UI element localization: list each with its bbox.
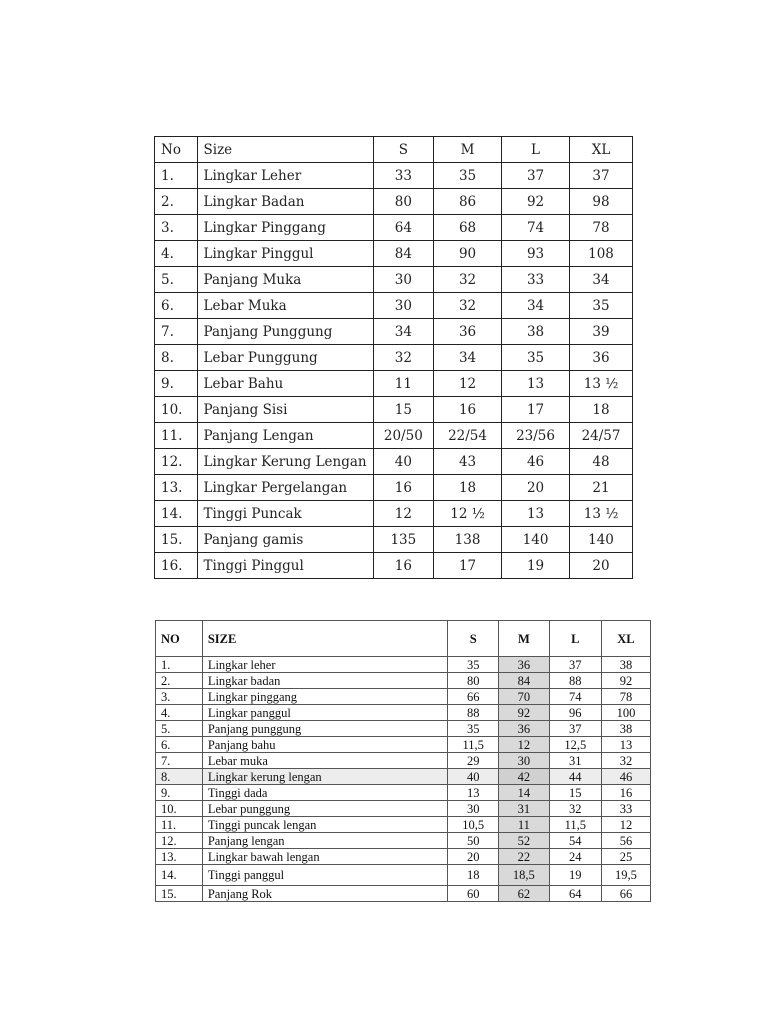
value-m: 12 (499, 737, 550, 753)
value-l: 35 (502, 345, 570, 371)
row-no: 8. (156, 769, 203, 785)
header-size: SIZE (202, 621, 448, 657)
row-measurement: Tinggi Pinggul (197, 553, 373, 579)
table-row (155, 215, 633, 241)
value-s: 20 (448, 849, 499, 865)
row-no: 11. (156, 817, 203, 833)
row-measurement: Panjang gamis (197, 527, 373, 553)
value-xl: 100 (601, 705, 650, 721)
value-l: 88 (549, 673, 601, 689)
value-s: 20/50 (373, 423, 433, 449)
value-l: 23/56 (502, 423, 570, 449)
value-s: 40 (373, 449, 433, 475)
value-m: 16 (434, 397, 502, 423)
value-xl: 39 (570, 319, 633, 345)
value-m: 68 (434, 215, 502, 241)
table-row (155, 553, 633, 579)
row-measurement: Lebar Punggung (197, 345, 373, 371)
value-m: 92 (499, 705, 550, 721)
value-s: 29 (448, 753, 499, 769)
value-l: 12,5 (549, 737, 601, 753)
header-l: L (502, 137, 570, 163)
row-no: 15. (155, 527, 198, 553)
table-header-row (156, 621, 651, 657)
value-s: 50 (448, 833, 499, 849)
table-row (156, 737, 651, 753)
row-no: 16. (155, 553, 198, 579)
table-row (156, 865, 651, 886)
row-no: 14. (156, 865, 203, 886)
row-no: 8. (155, 345, 198, 371)
table-row (156, 689, 651, 705)
value-m: 22 (499, 849, 550, 865)
value-l: 54 (549, 833, 601, 849)
value-m: 43 (434, 449, 502, 475)
row-no: 9. (155, 371, 198, 397)
table-row (155, 371, 633, 397)
value-s: 84 (373, 241, 433, 267)
value-m: 42 (499, 769, 550, 785)
table-row (156, 753, 651, 769)
value-l: 37 (502, 163, 570, 189)
value-xl: 46 (601, 769, 650, 785)
row-measurement: Lebar punggung (202, 801, 448, 817)
value-xl: 16 (601, 785, 650, 801)
row-no: 11. (155, 423, 198, 449)
value-m: 36 (499, 721, 550, 737)
value-l: 31 (549, 753, 601, 769)
value-l: 44 (549, 769, 601, 785)
row-measurement: Lingkar pinggang (202, 689, 448, 705)
table-row (156, 769, 651, 785)
value-s: 35 (448, 721, 499, 737)
row-no: 2. (156, 673, 203, 689)
row-no: 13. (156, 849, 203, 865)
value-s: 32 (373, 345, 433, 371)
row-measurement: Panjang Sisi (197, 397, 373, 423)
value-m: 36 (499, 657, 550, 673)
row-measurement: Lingkar Leher (197, 163, 373, 189)
value-l: 34 (502, 293, 570, 319)
value-s: 35 (448, 657, 499, 673)
table-row (155, 449, 633, 475)
row-measurement: Panjang lengan (202, 833, 448, 849)
value-s: 60 (448, 886, 499, 902)
value-s: 12 (373, 501, 433, 527)
value-l: 11,5 (549, 817, 601, 833)
value-m: 12 ½ (434, 501, 502, 527)
value-l: 17 (502, 397, 570, 423)
value-xl: 56 (601, 833, 650, 849)
value-xl: 35 (570, 293, 633, 319)
row-no: 1. (155, 163, 198, 189)
value-l: 32 (549, 801, 601, 817)
row-no: 12. (156, 833, 203, 849)
value-s: 80 (448, 673, 499, 689)
value-s: 13 (448, 785, 499, 801)
value-m: 86 (434, 189, 502, 215)
row-no: 5. (155, 267, 198, 293)
value-s: 80 (373, 189, 433, 215)
value-xl: 34 (570, 267, 633, 293)
value-l: 33 (502, 267, 570, 293)
value-l: 93 (502, 241, 570, 267)
header-xl: XL (601, 621, 650, 657)
row-measurement: Lingkar panggul (202, 705, 448, 721)
row-measurement: Lingkar Pinggang (197, 215, 373, 241)
row-measurement: Panjang Rok (202, 886, 448, 902)
value-m: 32 (434, 267, 502, 293)
value-l: 20 (502, 475, 570, 501)
header-m: M (499, 621, 550, 657)
row-measurement: Tinggi Puncak (197, 501, 373, 527)
row-measurement: Tinggi panggul (202, 865, 448, 886)
header-s: S (373, 137, 433, 163)
row-measurement: Lingkar bawah lengan (202, 849, 448, 865)
value-xl: 19,5 (601, 865, 650, 886)
value-xl: 48 (570, 449, 633, 475)
row-no: 2. (155, 189, 198, 215)
value-xl: 20 (570, 553, 633, 579)
row-no: 15. (156, 886, 203, 902)
row-no: 4. (155, 241, 198, 267)
value-xl: 78 (570, 215, 633, 241)
value-l: 74 (549, 689, 601, 705)
table-row (156, 801, 651, 817)
value-xl: 25 (601, 849, 650, 865)
value-m: 18,5 (499, 865, 550, 886)
value-s: 30 (373, 267, 433, 293)
table-row (155, 319, 633, 345)
row-measurement: Lingkar Kerung Lengan (197, 449, 373, 475)
row-measurement: Lingkar kerung lengan (202, 769, 448, 785)
table-row (155, 293, 633, 319)
row-no: 7. (156, 753, 203, 769)
value-m: 90 (434, 241, 502, 267)
value-l: 74 (502, 215, 570, 241)
value-xl: 13 ½ (570, 371, 633, 397)
value-s: 88 (448, 705, 499, 721)
row-measurement: Panjang Punggung (197, 319, 373, 345)
value-s: 15 (373, 397, 433, 423)
table-header-row (155, 137, 633, 163)
row-no: 13. (155, 475, 198, 501)
row-no: 7. (155, 319, 198, 345)
value-m: 18 (434, 475, 502, 501)
value-xl: 24/57 (570, 423, 633, 449)
row-no: 12. (155, 449, 198, 475)
value-m: 11 (499, 817, 550, 833)
value-xl: 98 (570, 189, 633, 215)
value-s: 11,5 (448, 737, 499, 753)
value-s: 16 (373, 553, 433, 579)
value-l: 37 (549, 657, 601, 673)
value-xl: 33 (601, 801, 650, 817)
row-measurement: Panjang bahu (202, 737, 448, 753)
value-l: 19 (502, 553, 570, 579)
table-row (155, 267, 633, 293)
value-m: 138 (434, 527, 502, 553)
table-row (156, 657, 651, 673)
value-m: 12 (434, 371, 502, 397)
value-l: 38 (502, 319, 570, 345)
value-l: 96 (549, 705, 601, 721)
row-measurement: Panjang Lengan (197, 423, 373, 449)
row-no: 1. (156, 657, 203, 673)
table-row (155, 397, 633, 423)
value-xl: 12 (601, 817, 650, 833)
row-measurement: Panjang punggung (202, 721, 448, 737)
value-m: 62 (499, 886, 550, 902)
table-row (155, 345, 633, 371)
row-measurement: Lingkar Pergelangan (197, 475, 373, 501)
value-l: 13 (502, 501, 570, 527)
row-no: 3. (156, 689, 203, 705)
value-m: 84 (499, 673, 550, 689)
value-l: 13 (502, 371, 570, 397)
value-s: 11 (373, 371, 433, 397)
row-measurement: Lebar muka (202, 753, 448, 769)
value-s: 40 (448, 769, 499, 785)
size-table-1 (154, 136, 633, 579)
value-xl: 21 (570, 475, 633, 501)
table-row (156, 817, 651, 833)
value-l: 92 (502, 189, 570, 215)
value-xl: 18 (570, 397, 633, 423)
value-m: 34 (434, 345, 502, 371)
value-xl: 38 (601, 721, 650, 737)
row-no: 6. (156, 737, 203, 753)
table-row (156, 721, 651, 737)
row-measurement: Lebar Bahu (197, 371, 373, 397)
value-m: 22/54 (434, 423, 502, 449)
value-l: 64 (549, 886, 601, 902)
header-m: M (434, 137, 502, 163)
table-row (156, 833, 651, 849)
value-s: 66 (448, 689, 499, 705)
value-l: 140 (502, 527, 570, 553)
row-no: 4. (156, 705, 203, 721)
table-row (156, 785, 651, 801)
value-s: 135 (373, 527, 433, 553)
value-xl: 13 ½ (570, 501, 633, 527)
value-xl: 78 (601, 689, 650, 705)
value-m: 14 (499, 785, 550, 801)
value-l: 19 (549, 865, 601, 886)
value-s: 64 (373, 215, 433, 241)
value-xl: 92 (601, 673, 650, 689)
value-m: 30 (499, 753, 550, 769)
value-l: 37 (549, 721, 601, 737)
table-row (156, 886, 651, 902)
value-s: 10,5 (448, 817, 499, 833)
value-m: 52 (499, 833, 550, 849)
value-l: 46 (502, 449, 570, 475)
header-l: L (549, 621, 601, 657)
table-row (155, 501, 633, 527)
value-xl: 36 (570, 345, 633, 371)
row-measurement: Lebar Muka (197, 293, 373, 319)
row-no: 5. (156, 721, 203, 737)
table-row (155, 475, 633, 501)
table-row (155, 527, 633, 553)
row-no: 6. (155, 293, 198, 319)
value-xl: 66 (601, 886, 650, 902)
header-no: NO (156, 621, 203, 657)
table-row (155, 163, 633, 189)
value-m: 17 (434, 553, 502, 579)
row-no: 14. (155, 501, 198, 527)
size-table-2 (155, 620, 651, 902)
header-size: Size (197, 137, 373, 163)
row-measurement: Tinggi puncak lengan (202, 817, 448, 833)
table-row (155, 189, 633, 215)
value-s: 30 (448, 801, 499, 817)
row-no: 10. (155, 397, 198, 423)
value-l: 24 (549, 849, 601, 865)
value-xl: 108 (570, 241, 633, 267)
row-no: 9. (156, 785, 203, 801)
value-xl: 37 (570, 163, 633, 189)
value-s: 18 (448, 865, 499, 886)
row-measurement: Lingkar leher (202, 657, 448, 673)
value-m: 36 (434, 319, 502, 345)
value-l: 15 (549, 785, 601, 801)
header-xl: XL (570, 137, 633, 163)
table-row (155, 423, 633, 449)
table-row (156, 705, 651, 721)
row-measurement: Lingkar Badan (197, 189, 373, 215)
value-xl: 13 (601, 737, 650, 753)
value-s: 34 (373, 319, 433, 345)
table-row (156, 673, 651, 689)
row-no: 3. (155, 215, 198, 241)
value-xl: 140 (570, 527, 633, 553)
value-s: 16 (373, 475, 433, 501)
table-row (156, 849, 651, 865)
value-m: 35 (434, 163, 502, 189)
value-xl: 38 (601, 657, 650, 673)
value-xl: 32 (601, 753, 650, 769)
value-m: 70 (499, 689, 550, 705)
value-s: 30 (373, 293, 433, 319)
value-m: 32 (434, 293, 502, 319)
table-row (155, 241, 633, 267)
row-measurement: Lingkar Pinggul (197, 241, 373, 267)
header-no: No (155, 137, 198, 163)
value-m: 31 (499, 801, 550, 817)
row-measurement: Lingkar badan (202, 673, 448, 689)
row-measurement: Panjang Muka (197, 267, 373, 293)
value-s: 33 (373, 163, 433, 189)
header-s: S (448, 621, 499, 657)
row-measurement: Tinggi dada (202, 785, 448, 801)
row-no: 10. (156, 801, 203, 817)
